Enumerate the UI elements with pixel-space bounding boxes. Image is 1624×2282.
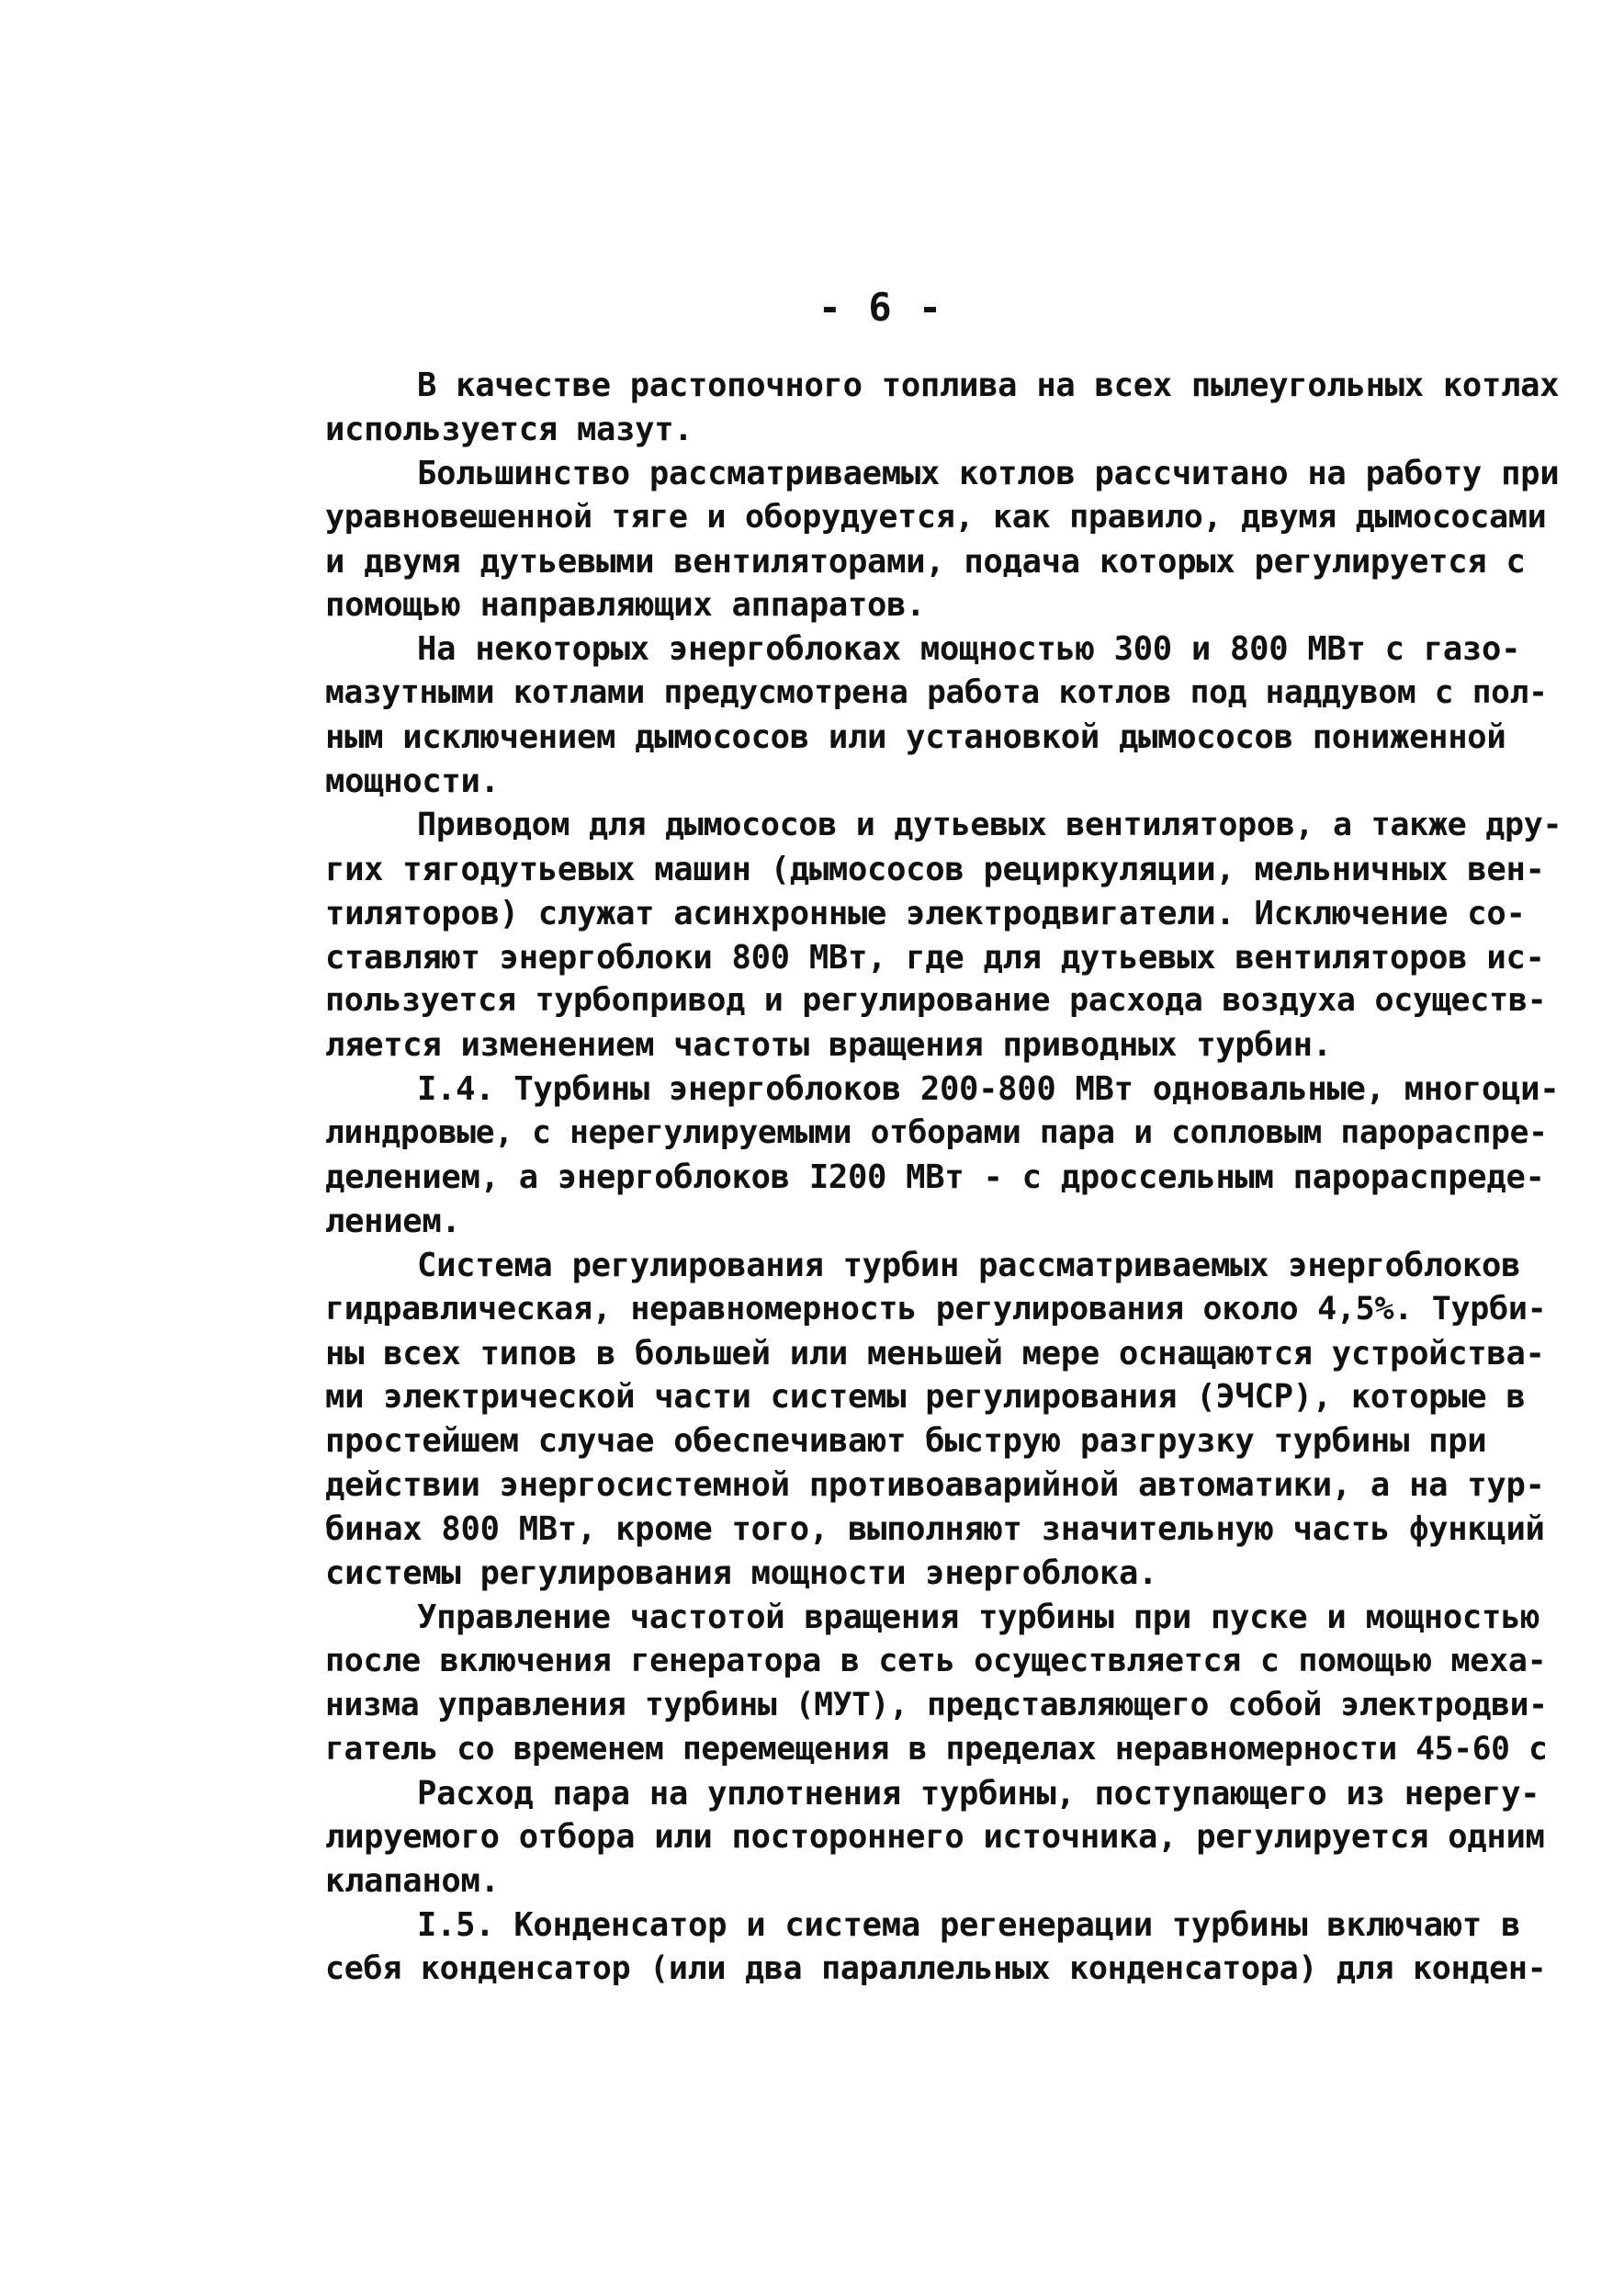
text-line: лируемого отбора или постороннего источника, регулируется одним: [325, 1818, 1545, 1857]
text-line: ны всех типов в большей или меньшей мере оснащаются устройства-: [325, 1334, 1545, 1373]
text-line: себя конденсатор (или два параллельных конденсатора) для конден-: [325, 1950, 1547, 1988]
text-line: линдровые, с нерегулируемыми отборами пара и сопловым парораспре-: [325, 1114, 1548, 1152]
text-line: ляется изменением частоты вращения приводных турбин.: [325, 1026, 1332, 1065]
text-line: делением, а энергоблоков I200 МВт - с дроссельным парораспреде-: [325, 1158, 1545, 1197]
text-line: Приводом для дымососов и дутьевых вентиляторов, а также дру-: [417, 806, 1562, 843]
text-line: уравновешенной тяге и оборудуется, как правило, двумя дымососами: [325, 498, 1547, 536]
text-line: мощности.: [325, 763, 500, 801]
text-line: гидравлическая, неравномерность регулирования около 4,5%. Турби-: [325, 1290, 1547, 1327]
text-line: ми электрической части системы регулирования (ЭЧСР), которые в: [325, 1378, 1526, 1417]
text-line: I.5. Конденсатор и система регенерации турбины включают в: [417, 1906, 1521, 1945]
text-line: лением.: [325, 1202, 461, 1240]
text-line: действии энергосистемной противоаварийной автоматики, а на тур-: [325, 1466, 1545, 1505]
text-line: после включения генератора в сеть осуществляется с помощью меха-: [325, 1642, 1547, 1679]
text-line: ным исключением дымососов или установкой дымососов пониженной: [325, 718, 1506, 757]
body-text: [325, 364, 1562, 1992]
text-line: системы регулирования мощности энергоблока.: [325, 1554, 1158, 1593]
page-number: - 6 -: [818, 285, 944, 330]
text-line: помощью направляющих аппаратов.: [325, 586, 926, 625]
text-line: используется мазут.: [325, 410, 694, 448]
text-line: гих тягодутьевых машин (дымососов рециркуляции, мельничных вен-: [325, 850, 1545, 888]
text-line: Система регулирования турбин рассматриваемых энергоблоков: [417, 1246, 1521, 1284]
text-line: ставляют энергоблоки 800 МВт, где для дутьевых вентиляторов ис-: [325, 938, 1545, 977]
text-line: мазутными котлами предусмотрена работа котлов под наддувом с пол-: [325, 674, 1548, 712]
text-line: и двумя дутьевыми вентиляторами, подача которых регулируется с: [325, 542, 1526, 581]
text-line: Большинство рассматриваемых котлов рассчитано на работу при: [417, 454, 1560, 492]
text-line: Расход пара на уплотнения турбины, поступающего из нерегу-: [417, 1774, 1540, 1813]
text-line: клапаном.: [325, 1862, 500, 1901]
text-line: гатель со временем перемещения в пределах неравномерности 45-60 с: [325, 1730, 1548, 1768]
text-line: бинах 800 МВт, кроме того, выполняют значительную часть функций: [325, 1510, 1545, 1549]
text-line: тиляторов) служат асинхронные электродвигатели. Исключение со-: [325, 894, 1526, 932]
text-line: Управление частотой вращения турбины при пуске и мощностью: [417, 1598, 1540, 1636]
text-line: низма управления турбины (МУТ), представляющего собой электродви-: [325, 1686, 1548, 1723]
text-line: пользуется турбопривод и регулирование расхода воздуха осуществ-: [325, 982, 1547, 1020]
text-line: На некоторых энергоблоках мощностью 300 и 800 МВт с газо-: [417, 630, 1521, 669]
text-line: простейшем случае обеспечивают быструю разгрузку турбины при: [325, 1422, 1487, 1461]
text-line: В качестве растопочного топлива на всех пылеугольных котлах: [417, 367, 1560, 404]
text-line: I.4. Турбины энергоблоков 200-800 МВт одновальные, многоци-: [417, 1070, 1560, 1109]
